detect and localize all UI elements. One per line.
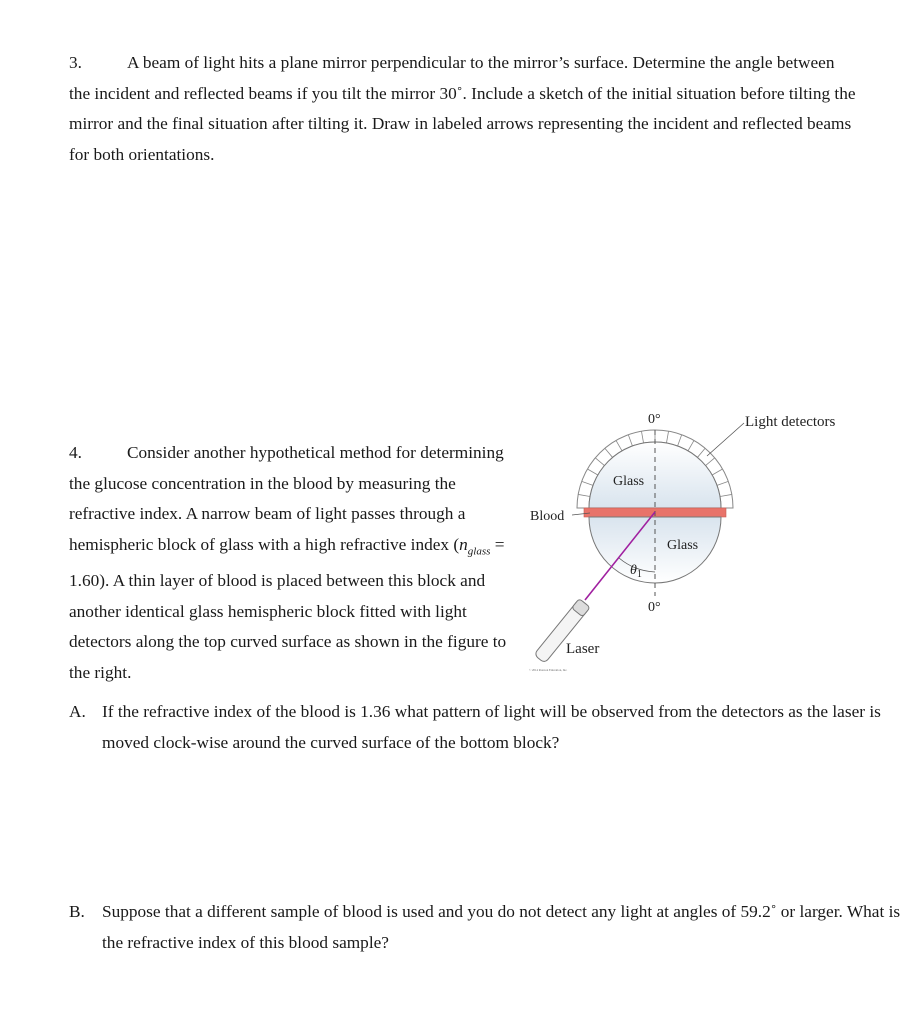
question-3-text: A beam of light hits a plane mirror perpendicular to the mirror’s surface. Determine the angle between the incident and reflected beams if you tilt the mirror 30˚. Include a sketch of the initial situation before tilting the mirror and the final situation after tilting it. Draw in labeled arrows representing the incident and reflected beams for both orientations. (69, 53, 856, 164)
n-subscript: glass (467, 544, 491, 557)
refraction-figure (522, 400, 862, 685)
light-detectors-label: Light detectors (745, 414, 836, 430)
question-3-number: 3. (69, 53, 82, 72)
part-a (69, 697, 902, 758)
bottom-zero-degree-label: 0° (648, 600, 661, 615)
question-3 (69, 48, 859, 170)
part-b-label: B. (69, 902, 85, 921)
question-4-text-after: ). A thin layer of blood is placed between this block and another identical glass hemispheric block fitted with light detectors along the top curved surface as shown in the figure to the right. (69, 571, 507, 682)
theta-symbol: θ (630, 563, 637, 578)
part-b (69, 897, 902, 958)
part-a-label: A. (69, 702, 86, 721)
question-4-number: 4. (69, 443, 82, 462)
blood-label: Blood (530, 509, 565, 524)
copyright-credit: © 2014 Pearson Education, Inc. (529, 668, 568, 672)
detector-leader-line (707, 423, 744, 456)
question-4-text-before: Consider another hypothetical method for determining the glucose concentration in the blood by measuring the refractive index. A narrow beam of light passes through a hemispheric block of glass with a high refractive index ( (69, 443, 504, 554)
laser-label: Laser (566, 641, 600, 657)
question-4 (69, 438, 519, 688)
glass-bottom-label: Glass (667, 538, 699, 553)
n-equals: = 1.60 (69, 534, 505, 591)
glass-top-label: Glass (613, 474, 645, 489)
part-b-text: Suppose that a different sample of blood is used and you do not detect any light at angles of 59.2˚ or larger. What is the refractive index of this blood sample? (102, 902, 901, 952)
top-zero-degree-label: 0° (648, 412, 661, 427)
part-a-text: If the refractive index of the blood is 1.36 what pattern of light will be observed from the detectors as the laser is moved clock-wise around the curved surface of the bottom block? (102, 702, 881, 752)
theta-subscript: 1 (636, 569, 642, 580)
n-symbol: n (459, 534, 468, 554)
